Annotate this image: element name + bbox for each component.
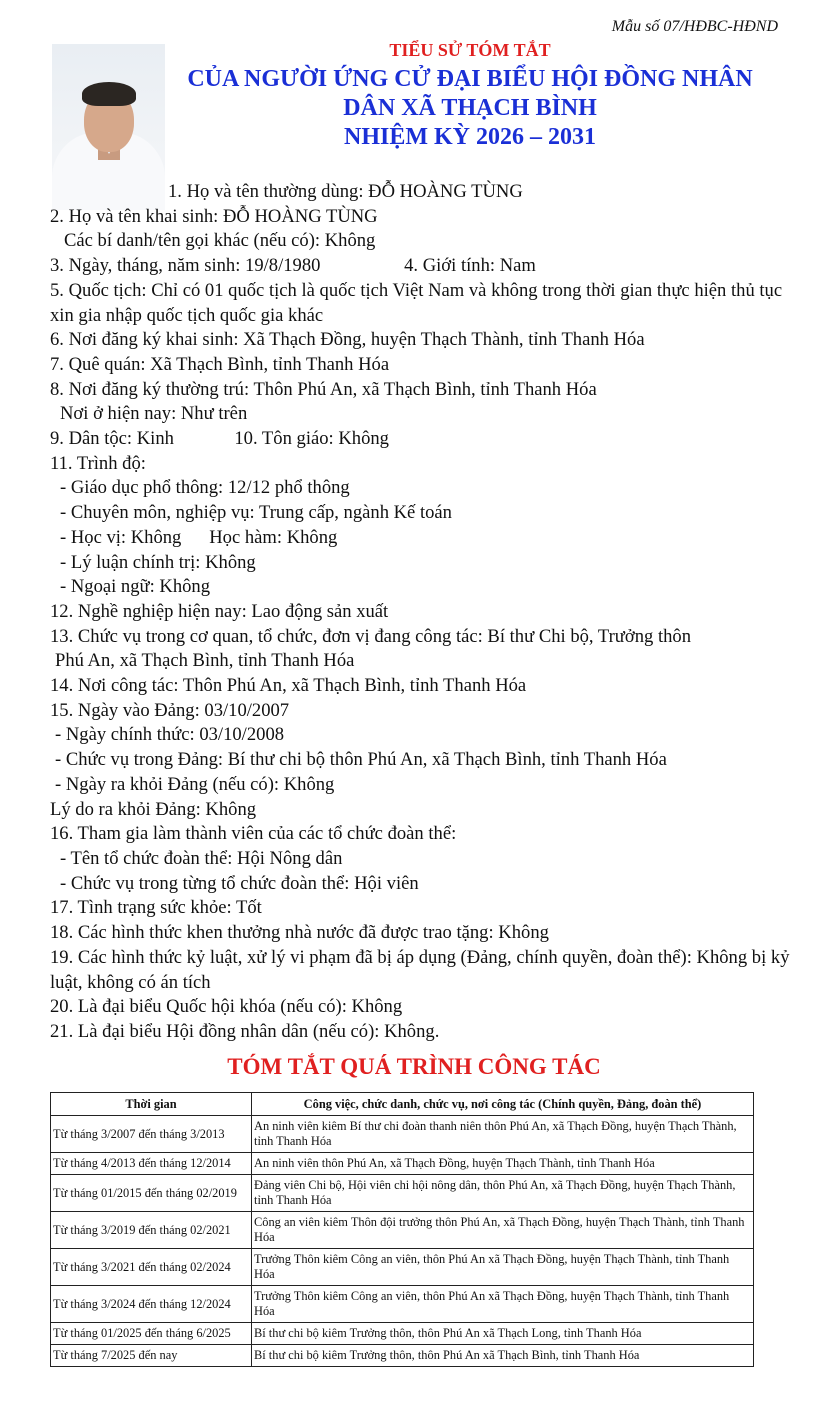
bio-awards: 18. Các hình thức khen thưởng nhà nước đã được trao tặng: Không [50, 922, 549, 944]
row-period: Từ tháng 3/2021 đến tháng 02/2024 [51, 1249, 252, 1286]
bio-birthdate-gender: 3. Ngày, tháng, năm sinh: 19/8/1980 4. Giới tính: Nam [50, 255, 536, 277]
bio-organization-role: - Chức vụ trong từng tổ chức đoàn thể: Hội viên [60, 872, 419, 894]
bio-professional: - Chuyên môn, nghiệp vụ: Trung cấp, ngành Kế toán [60, 502, 452, 524]
bio-general-education: - Giáo dục phổ thông: 12/12 phổ thông [60, 477, 350, 499]
row-duties: Bí thư chi bộ kiêm Trưởng thôn, thôn Phú An xã Thạch Bình, tỉnh Thanh Hóa [252, 1345, 754, 1367]
row-duties: Bí thư chi bộ kiêm Trưởng thôn, thôn Phú An xã Thạch Long, tỉnh Thanh Hóa [252, 1323, 754, 1345]
row-period: Từ tháng 3/2024 đến tháng 12/2024 [51, 1286, 252, 1323]
bio-education-heading: 11. Trình độ: [50, 452, 146, 474]
column-header-period: Thời gian [51, 1093, 252, 1116]
bio-permanent-residence: 8. Nơi đăng ký thường trú: Thôn Phú An, xã Thạch Bình, tỉnh Thanh Hóa [50, 378, 597, 400]
row-duties: An ninh viên thôn Phú An, xã Thạch Đồng, huyện Thạch Thành, tỉnh Thanh Hóa [252, 1153, 754, 1175]
bio-political-theory: - Lý luận chính trị: Không [60, 551, 256, 573]
biography [50, 180, 790, 1045]
title-line-3: NHIỆM KỲ 2026 – 2031 [344, 124, 596, 150]
bio-party-position: - Chức vụ trong Đảng: Bí thư chi bộ thôn Phú An, xã Thạch Bình, tỉnh Thanh Hóa [55, 749, 667, 771]
bio-foreign-language: - Ngoại ngữ: Không [60, 576, 211, 598]
table-row [51, 1116, 754, 1153]
bio-party-leave-date: - Ngày ra khỏi Đảng (nếu có): Không [55, 773, 335, 795]
column-header-duties: Công việc, chức danh, chức vụ, nơi công tác (Chính quyền, Đảng, đoàn thể) [252, 1093, 754, 1116]
bio-workplace: 14. Nơi công tác: Thôn Phú An, xã Thạch Bình, tỉnh Thanh Hóa [50, 675, 527, 697]
bio-health: 17. Tình trạng sức khỏe: Tốt [50, 897, 262, 919]
work-history-table [50, 1092, 754, 1367]
row-duties: An ninh viên kiêm Bí thư chi đoàn thanh niên thôn Phú An, xã Thạch Đồng, huyện Thạch Thành, tỉnh Thanh Hóa [252, 1116, 754, 1153]
table-row [51, 1212, 754, 1249]
bio-nationality: 5. Quốc tịch: Chỉ có 01 quốc tịch là quốc tịch Việt Nam và không trong thời gian thực hiện thủ tục xin gia nhập quốc tịch quốc gia khác [50, 279, 783, 326]
bio-position-cont: Phú An, xã Thạch Bình, tỉnh Thanh Hóa [55, 650, 355, 672]
bio-degree: - Học vị: Không Học hàm: Không [60, 526, 338, 548]
table-row [51, 1286, 754, 1323]
row-period: Từ tháng 4/2013 đến tháng 12/2014 [51, 1153, 252, 1175]
bio-birth-registration: 6. Nơi đăng ký khai sinh: Xã Thạch Đồng, huyện Thạch Thành, tỉnh Thanh Hóa [50, 329, 645, 351]
title-line-1: CỦA NGƯỜI ỨNG CỬ ĐẠI BIỂU HỘI ĐỒNG NHÂN [187, 66, 753, 92]
bio-aliases: Các bí danh/tên gọi khác (nếu có): Không [64, 230, 376, 252]
bio-current-residence: Nơi ở hiện nay: Như trên [60, 403, 248, 425]
bio-birth-name: 2. Họ và tên khai sinh: ĐỖ HOÀNG TÙNG [50, 205, 378, 227]
bio-party-join-date: 15. Ngày vào Đảng: 03/10/2007 [50, 699, 290, 721]
row-duties: Đảng viên Chi bộ, Hội viên chi hội nông dân, thôn Phú An, xã Thạch Đồng, huyện Thạch Thành, tỉnh Thanh Hóa [252, 1175, 754, 1212]
bio-organizations-heading: 16. Tham gia làm thành viên của các tổ chức đoàn thể: [50, 823, 457, 845]
row-duties: Công an viên kiêm Thôn đội trưởng thôn Phú An, xã Thạch Đồng, huyện Thạch Thành, tỉnh Thanh Hóa [252, 1212, 754, 1249]
row-period: Từ tháng 7/2025 đến nay [51, 1345, 252, 1367]
bio-party-official-date: - Ngày chính thức: 03/10/2008 [55, 724, 285, 746]
bio-national-assembly: 20. Là đại biểu Quốc hội khóa (nếu có): Không [50, 996, 403, 1018]
work-history-title: TÓM TẮT QUÁ TRÌNH CÔNG TÁC [227, 1054, 601, 1079]
bio-hometown: 7. Quê quán: Xã Thạch Bình, tỉnh Thanh Hóa [50, 353, 390, 375]
bio-discipline: 19. Các hình thức kỷ luật, xử lý vi phạm đã bị áp dụng (Đảng, chính quyền, đoàn thể): Không bị kỷ luật, không có án tích [50, 946, 790, 993]
row-duties: Trưởng Thôn kiêm Công an viên, thôn Phú An xã Thạch Đồng, huyện Thạch Thành, tỉnh Thanh Hóa [252, 1249, 754, 1286]
table-row [51, 1153, 754, 1175]
row-period: Từ tháng 3/2007 đến tháng 3/2013 [51, 1116, 252, 1153]
row-period: Từ tháng 3/2019 đến tháng 02/2021 [51, 1212, 252, 1249]
table-row [51, 1175, 754, 1212]
bio-organization-name: - Tên tổ chức đoàn thể: Hội Nông dân [60, 847, 343, 869]
title-line-2: DÂN XÃ THẠCH BÌNH [343, 95, 597, 121]
bio-common-name: 1. Họ và tên thường dùng: ĐỖ HOÀNG TÙNG [168, 181, 523, 202]
row-period: Từ tháng 01/2025 đến tháng 6/2025 [51, 1323, 252, 1345]
bio-position: 13. Chức vụ trong cơ quan, tổ chức, đơn vị đang công tác: Bí thư Chi bộ, Trưởng thôn [50, 625, 692, 647]
table-row [51, 1323, 754, 1345]
bio-ethnicity-religion: 9. Dân tộc: Kinh 10. Tôn giáo: Không [50, 428, 389, 450]
document-subtitle: TIỂU SỬ TÓM TẮT [389, 40, 551, 60]
row-period: Từ tháng 01/2015 đến tháng 02/2019 [51, 1175, 252, 1212]
bio-peoples-council: 21. Là đại biểu Hội đồng nhân dân (nếu có): Không. [50, 1020, 440, 1042]
table-header-row [51, 1093, 754, 1116]
table-row [51, 1345, 754, 1367]
row-duties: Trưởng Thôn kiêm Công an viên, thôn Phú An xã Thạch Đồng, huyện Thạch Thành, tỉnh Thanh Hóa [252, 1286, 754, 1323]
table-row [51, 1249, 754, 1286]
form-number: Mẫu số 07/HĐBC-HĐND [611, 18, 778, 35]
bio-occupation: 12. Nghề nghiệp hiện nay: Lao động sản xuất [50, 600, 389, 622]
bio-party-leave-reason: Lý do ra khỏi Đảng: Không [50, 798, 257, 820]
